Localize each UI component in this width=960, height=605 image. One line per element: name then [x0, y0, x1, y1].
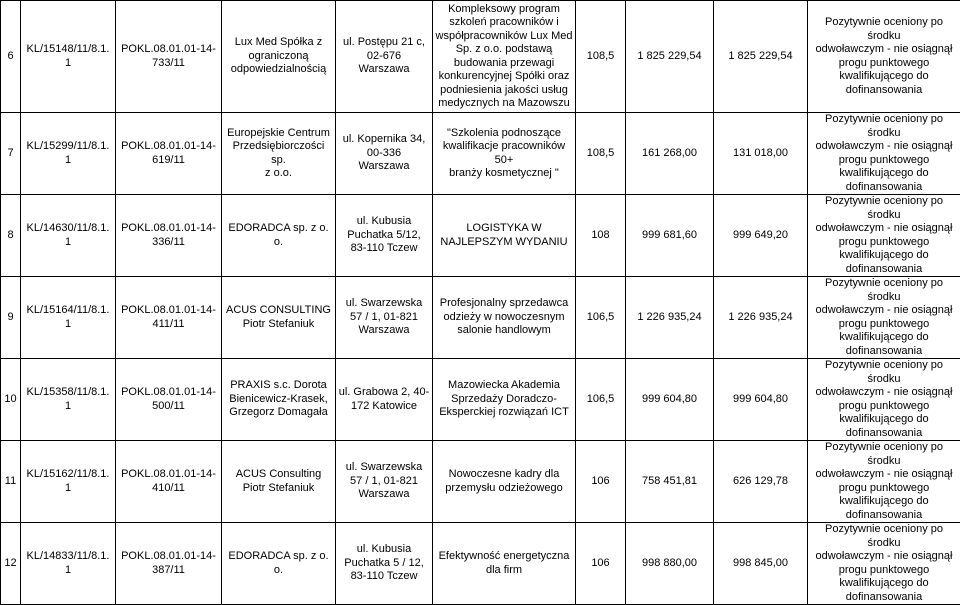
status-cell: [808, 1, 960, 113]
project-title-cell: [433, 1, 576, 113]
project-title-line: LOGISTYKA W: [435, 222, 573, 236]
beneficiary-line: Przedsiębiorczości sp.: [224, 140, 333, 167]
address-cell: [336, 523, 433, 605]
application-id-cell: [21, 113, 116, 195]
application-id-cell: [21, 277, 116, 359]
score-value: 108,5: [578, 147, 623, 161]
funding-value-cell: [714, 113, 808, 195]
score-cell: [576, 441, 626, 523]
beneficiary-line: Grzegorz Domagała: [224, 406, 333, 420]
project-title-cell: [433, 113, 576, 195]
application-id-line: KL/15162/11/8.1.: [23, 468, 113, 482]
application-id-line: KL/15148/11/8.1.: [23, 43, 113, 57]
status-line: odwoławczym - nie osiągnął: [810, 550, 958, 564]
project-title-line: NAJLEPSZYM WYDANIU: [435, 236, 573, 250]
total-value-cell: [626, 113, 714, 195]
programme-code-line: POKL.08.01.01-14-: [118, 304, 219, 318]
beneficiary-line: ACUS CONSULTING: [224, 304, 333, 318]
status-cell: [808, 523, 960, 605]
table-body: [1, 1, 960, 605]
status-line: odwoławczym - nie osiągnął: [810, 222, 958, 236]
programme-code-line: POKL.08.01.01-14-: [118, 468, 219, 482]
beneficiary-line: ograniczoną: [224, 50, 333, 64]
funding-value-cell: [714, 195, 808, 277]
programme-code-line: 410/11: [118, 482, 219, 496]
beneficiary-line: Europejskie Centrum: [224, 127, 333, 141]
status-line: Pozytywnie oceniony po środku: [810, 195, 958, 222]
status-line: kwalifikującego do: [810, 167, 958, 181]
address-line: 83-110 Tczew: [338, 242, 430, 256]
project-title-line: przemysłu odzieżowego: [435, 482, 573, 496]
score-value: 108: [578, 229, 623, 243]
total-value-cell: [626, 359, 714, 441]
address-line: Puchatka 5 / 12,: [338, 557, 430, 571]
row-number-cell: [1, 277, 21, 359]
beneficiary-cell: [222, 359, 336, 441]
funding-value-cell: [714, 277, 808, 359]
address-line: ul. Grabowa 2, 40-: [338, 386, 430, 400]
programme-code-line: POKL.08.01.01-14-: [118, 43, 219, 57]
address-cell: [336, 359, 433, 441]
project-title-line: szkoleń pracowników i: [435, 16, 573, 30]
status-line: odwoławczym - nie osiągnął: [810, 43, 958, 57]
status-line: odwoławczym - nie osiągnął: [810, 304, 958, 318]
total-value: 999 681,60: [628, 229, 711, 243]
funding-value: 1 226 935,24: [716, 311, 805, 325]
beneficiary-line: ACUS Consulting: [224, 468, 333, 482]
funding-value-cell: [714, 359, 808, 441]
status-line: odwoławczym - nie osiągnął: [810, 140, 958, 154]
row-number-cell: [1, 523, 21, 605]
status-line: dofinansowania: [810, 427, 958, 441]
programme-code-cell: [116, 523, 222, 605]
application-id-cell: [21, 359, 116, 441]
application-id-line: KL/15299/11/8.1.: [23, 140, 113, 154]
row-number: 8: [3, 229, 18, 243]
application-id-line: 1: [23, 236, 113, 250]
address-cell: [336, 113, 433, 195]
row-number: 11: [3, 475, 18, 489]
funding-value: 131 018,00: [716, 147, 805, 161]
project-title-line: podniesienia jakości usług: [435, 84, 573, 98]
score-value: 108,5: [578, 50, 623, 64]
status-line: dofinansowania: [810, 181, 958, 195]
address-line: 172 Katowice: [338, 400, 430, 414]
application-id-cell: [21, 1, 116, 113]
status-line: kwalifikującego do: [810, 495, 958, 509]
status-cell: [808, 359, 960, 441]
application-id-line: KL/14833/11/8.1.: [23, 550, 113, 564]
status-line: Pozytywnie oceniony po środku: [810, 113, 958, 140]
funding-value-cell: [714, 523, 808, 605]
beneficiary-line: EDORADCA sp. z o.: [224, 222, 333, 236]
beneficiary-line: z o.o.: [224, 167, 333, 181]
row-number-cell: [1, 195, 21, 277]
funding-value: 998 845,00: [716, 557, 805, 571]
funding-value: 626 129,78: [716, 475, 805, 489]
score-cell: [576, 195, 626, 277]
beneficiary-line: EDORADCA sp. z o.: [224, 550, 333, 564]
address-cell: [336, 441, 433, 523]
address-line: ul. Kopernika 34,: [338, 133, 430, 147]
status-line: Pozytywnie oceniony po środku: [810, 441, 958, 468]
address-line: 83-110 Tczew: [338, 570, 430, 584]
table-row: [1, 441, 960, 523]
address-line: Warszawa: [338, 488, 430, 502]
address-line: ul. Swarzewska: [338, 297, 430, 311]
project-title-line: Mazowiecka Akademia: [435, 379, 573, 393]
project-title-line: odzieży w nowoczesnym: [435, 311, 573, 325]
project-title-line: Sp. z o.o. podstawą: [435, 43, 573, 57]
status-line: progu punktowego: [810, 482, 958, 496]
application-id-line: 1: [23, 564, 113, 578]
status-line: Pozytywnie oceniony po środku: [810, 523, 958, 550]
total-value: 998 880,00: [628, 557, 711, 571]
application-id-cell: [21, 195, 116, 277]
score-value: 106,5: [578, 311, 623, 325]
score-value: 106: [578, 557, 623, 571]
project-title-cell: [433, 359, 576, 441]
address-line: Warszawa: [338, 160, 430, 174]
programme-code-line: 411/11: [118, 318, 219, 332]
status-line: Pozytywnie oceniony po środku: [810, 359, 958, 386]
project-title-line: współpracowników Lux Med: [435, 30, 573, 44]
status-line: kwalifikującego do: [810, 413, 958, 427]
total-value: 161 268,00: [628, 147, 711, 161]
beneficiary-line: o.: [224, 564, 333, 578]
score-cell: [576, 523, 626, 605]
status-line: progu punktowego: [810, 564, 958, 578]
score-cell: [576, 1, 626, 113]
project-title-cell: [433, 523, 576, 605]
beneficiary-cell: [222, 113, 336, 195]
programme-code-cell: [116, 1, 222, 113]
address-line: ul. Kubusia: [338, 543, 430, 557]
address-line: ul. Postępu 21 c,: [338, 36, 430, 50]
project-title-line: Efektywność energetyczna: [435, 550, 573, 564]
row-number: 6: [3, 50, 18, 64]
score-value: 106,5: [578, 393, 623, 407]
programme-code-line: 619/11: [118, 154, 219, 168]
address-line: Puchatka 5/12,: [338, 229, 430, 243]
application-id-line: 1: [23, 318, 113, 332]
address-line: ul. Swarzewska: [338, 461, 430, 475]
project-title-line: budowania przewagi: [435, 57, 573, 71]
beneficiary-cell: [222, 277, 336, 359]
total-value-cell: [626, 1, 714, 113]
total-value: 1 825 229,54: [628, 50, 711, 64]
beneficiary-cell: [222, 1, 336, 113]
application-id-line: KL/15164/11/8.1.: [23, 304, 113, 318]
address-line: 02-676: [338, 50, 430, 64]
beneficiary-cell: [222, 523, 336, 605]
address-cell: [336, 195, 433, 277]
status-line: dofinansowania: [810, 509, 958, 523]
status-line: dofinansowania: [810, 263, 958, 277]
status-line: dofinansowania: [810, 345, 958, 359]
table-row: [1, 1, 960, 113]
status-cell: [808, 113, 960, 195]
beneficiary-cell: [222, 195, 336, 277]
address-line: 57 / 1, 01-821: [338, 475, 430, 489]
beneficiary-line: odpowiedzialnością: [224, 63, 333, 77]
project-title-line: branży kosmetycznej ": [435, 167, 573, 181]
programme-code-cell: [116, 195, 222, 277]
project-title-line: medycznych na Mazowszu: [435, 97, 573, 111]
status-cell: [808, 441, 960, 523]
application-id-line: KL/14630/11/8.1.: [23, 222, 113, 236]
address-cell: [336, 1, 433, 113]
funding-value: 999 649,20: [716, 229, 805, 243]
programme-code-line: 733/11: [118, 57, 219, 71]
application-id-cell: [21, 523, 116, 605]
application-id-cell: [21, 441, 116, 523]
total-value-cell: [626, 523, 714, 605]
project-title-cell: [433, 441, 576, 523]
application-id-line: KL/15358/11/8.1.: [23, 386, 113, 400]
address-line: 00-336: [338, 147, 430, 161]
total-value-cell: [626, 441, 714, 523]
project-title-line: Nowoczesne kadry dla: [435, 468, 573, 482]
score-cell: [576, 359, 626, 441]
beneficiary-line: o.: [224, 236, 333, 250]
status-line: kwalifikującego do: [810, 331, 958, 345]
project-title-line: dla firm: [435, 564, 573, 578]
programme-code-cell: [116, 441, 222, 523]
row-number: 7: [3, 147, 18, 161]
table-row: [1, 277, 960, 359]
programme-code-line: POKL.08.01.01-14-: [118, 222, 219, 236]
status-line: kwalifikującego do: [810, 249, 958, 263]
funding-value: 1 825 229,54: [716, 50, 805, 64]
project-title-cell: [433, 195, 576, 277]
total-value-cell: [626, 195, 714, 277]
score-cell: [576, 277, 626, 359]
status-line: progu punktowego: [810, 400, 958, 414]
project-title-line: Profesjonalny sprzedawca: [435, 297, 573, 311]
application-id-line: 1: [23, 154, 113, 168]
total-value: 758 451,81: [628, 475, 711, 489]
row-number: 9: [3, 311, 18, 325]
beneficiary-line: Piotr Stefaniuk: [224, 482, 333, 496]
funding-value-cell: [714, 441, 808, 523]
programme-code-line: POKL.08.01.01-14-: [118, 386, 219, 400]
address-line: 57 / 1, 01-821: [338, 311, 430, 325]
programme-code-line: POKL.08.01.01-14-: [118, 550, 219, 564]
status-cell: [808, 195, 960, 277]
row-number-cell: [1, 359, 21, 441]
row-number: 12: [3, 557, 18, 571]
programme-code-cell: [116, 359, 222, 441]
project-title-cell: [433, 277, 576, 359]
beneficiary-line: Lux Med Spółka z: [224, 36, 333, 50]
programme-code-cell: [116, 277, 222, 359]
status-line: Pozytywnie oceniony po środku: [810, 16, 958, 43]
application-id-line: 1: [23, 57, 113, 71]
programme-code-line: 336/11: [118, 236, 219, 250]
project-title-line: Sprzedaży Doradczo-: [435, 393, 573, 407]
funding-value: 999 604,80: [716, 393, 805, 407]
table-row: [1, 359, 960, 441]
score-value: 106: [578, 475, 623, 489]
row-number-cell: [1, 113, 21, 195]
address-line: Warszawa: [338, 63, 430, 77]
project-title-line: Eksperckiej rozwiązań ICT: [435, 406, 573, 420]
status-line: odwoławczym - nie osiągnął: [810, 386, 958, 400]
project-title-line: konkurencyjnej Spółki oraz: [435, 70, 573, 84]
project-title-line: Kompleksowy program: [435, 3, 573, 17]
beneficiary-line: Bienicewicz-Krasek,: [224, 393, 333, 407]
table-row: [1, 523, 960, 605]
status-line: progu punktowego: [810, 318, 958, 332]
status-line: kwalifikującego do: [810, 70, 958, 84]
status-line: progu punktowego: [810, 154, 958, 168]
project-title-line: salonie handlowym: [435, 324, 573, 338]
beneficiary-line: Piotr Stefaniuk: [224, 318, 333, 332]
row-number: 10: [3, 393, 18, 407]
programme-code-line: POKL.08.01.01-14-: [118, 140, 219, 154]
status-cell: [808, 277, 960, 359]
address-line: ul. Kubusia: [338, 215, 430, 229]
address-line: Warszawa: [338, 324, 430, 338]
table-row: [1, 195, 960, 277]
application-id-line: 1: [23, 400, 113, 414]
row-number-cell: [1, 1, 21, 113]
beneficiary-cell: [222, 441, 336, 523]
row-number-cell: [1, 441, 21, 523]
status-line: progu punktowego: [810, 236, 958, 250]
status-line: kwalifikującego do: [810, 577, 958, 591]
funding-value-cell: [714, 1, 808, 113]
programme-code-line: 387/11: [118, 564, 219, 578]
beneficiary-line: PRAXIS s.c. Dorota: [224, 379, 333, 393]
project-title-line: kwalifikacje pracowników 50+: [435, 140, 573, 167]
table-row: [1, 113, 960, 195]
total-value-cell: [626, 277, 714, 359]
status-line: dofinansowania: [810, 591, 958, 605]
programme-code-cell: [116, 113, 222, 195]
total-value: 1 226 935,24: [628, 311, 711, 325]
project-title-line: "Szkolenia podnoszące: [435, 127, 573, 141]
score-cell: [576, 113, 626, 195]
address-cell: [336, 277, 433, 359]
status-line: Pozytywnie oceniony po środku: [810, 277, 958, 304]
status-line: odwoławczym - nie osiągnął: [810, 468, 958, 482]
status-line: progu punktowego: [810, 57, 958, 71]
application-id-line: 1: [23, 482, 113, 496]
programme-code-line: 500/11: [118, 400, 219, 414]
status-line: dofinansowania: [810, 84, 958, 98]
total-value: 999 604,80: [628, 393, 711, 407]
